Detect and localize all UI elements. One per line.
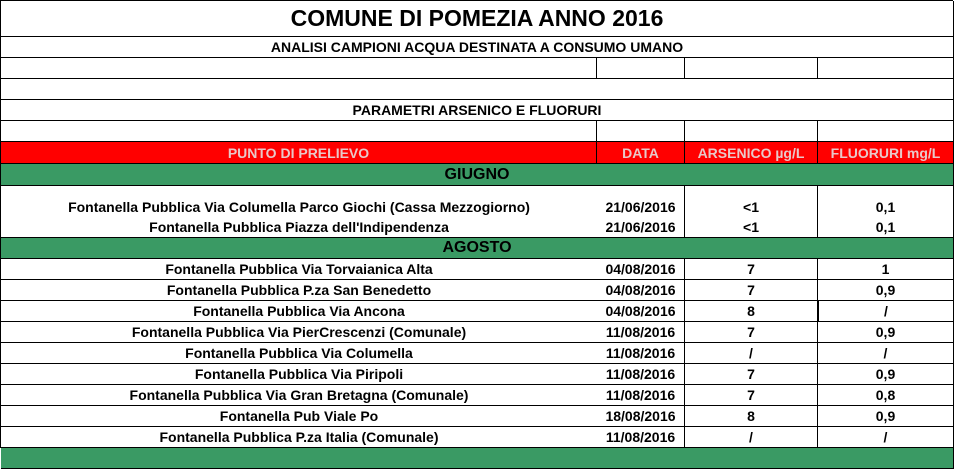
sheet-subtitle: ANALISI CAMPIONI ACQUA DESTINATA A CONSUMO UMANO	[1, 37, 954, 58]
footer-green-bar	[1, 448, 954, 469]
empty-cell	[1, 121, 597, 142]
cell-arsenico: /	[685, 343, 818, 364]
cell-punto: Fontanella Pubblica Via Columella	[1, 343, 597, 364]
cell-data: 04/08/2016	[597, 301, 685, 322]
cell-data: 11/08/2016	[597, 343, 685, 364]
cell-arsenico: /	[685, 427, 818, 448]
cell-fluoruri: 1	[818, 259, 954, 280]
cell-data: 04/08/2016	[597, 280, 685, 301]
spacer-cell	[597, 186, 685, 196]
empty-cell	[818, 58, 954, 79]
spacer-cell	[685, 186, 818, 196]
header-punto: PUNTO DI PRELIEVO	[1, 142, 597, 164]
empty-cell	[818, 121, 954, 142]
cell-arsenico: 7	[685, 322, 818, 343]
cell-arsenico: 7	[685, 364, 818, 385]
cell-fluoruri: 0,9	[818, 322, 954, 343]
spacer-cell	[818, 186, 954, 196]
cell-fluoruri: 0,1	[818, 217, 954, 238]
cell-punto: Fontanella Pubblica Via Torvaianica Alta	[1, 259, 597, 280]
cell-fluoruri: 0,9	[818, 406, 954, 427]
sheet-title: COMUNE DI POMEZIA ANNO 2016	[1, 1, 954, 37]
cell-punto: Fontanella Pub Viale Po	[1, 406, 597, 427]
empty-row	[1, 79, 954, 100]
section-agosto: AGOSTO	[1, 238, 954, 259]
cell-arsenico: 7	[685, 280, 818, 301]
cell-fluoruri: 0,1	[818, 196, 954, 217]
cell-fluoruri: 0,8	[818, 385, 954, 406]
cell-punto: Fontanella Pubblica Via PierCrescenzi (Comunale)	[1, 322, 597, 343]
empty-cell	[685, 121, 818, 142]
cell-punto: Fontanella Pubblica P.za Italia (Comunale)	[1, 427, 597, 448]
header-data: DATA	[597, 142, 685, 164]
spacer-cell	[1, 186, 597, 196]
cell-fluoruri: /	[818, 427, 954, 448]
cell-arsenico: 7	[685, 385, 818, 406]
cell-punto: Fontanella Pubblica Via Ancona	[1, 301, 597, 322]
cell-punto: Fontanella Pubblica Piazza dell'Indipendenza	[1, 217, 597, 238]
cell-punto: Fontanella Pubblica Via Columella Parco Giochi (Cassa Mezzogiorno)	[68, 198, 530, 215]
cell-fluoruri: 0,9	[818, 364, 954, 385]
cell-punto: Fontanella Pubblica Via Piripoli	[1, 364, 597, 385]
cell-arsenico: 7	[685, 259, 818, 280]
cell-data: 18/08/2016	[597, 406, 685, 427]
header-arsenico: ARSENICO µg/L	[685, 142, 818, 164]
cell-arsenico: <1	[685, 217, 818, 238]
empty-cell	[597, 121, 685, 142]
section-giugno: GIUGNO	[1, 164, 954, 186]
cell-punto: Fontanella Pubblica P.za San Benedetto	[1, 280, 597, 301]
cell-arsenico: <1	[685, 196, 818, 217]
cell-fluoruri: 0,9	[818, 280, 954, 301]
cell-data: 11/08/2016	[597, 385, 685, 406]
empty-cell	[1, 58, 597, 79]
cell-data: 21/06/2016	[597, 217, 685, 238]
cell-data: 04/08/2016	[597, 259, 685, 280]
cell-data: 21/06/2016	[597, 196, 685, 217]
cell-punto: Fontanella Pubblica Via Gran Bretagna (Comunale)	[1, 385, 597, 406]
header-fluoruri: FLUORURI mg/L	[818, 142, 954, 164]
cell-fluoruri: /	[818, 343, 954, 364]
cell-data: 11/08/2016	[597, 427, 685, 448]
empty-cell	[597, 58, 685, 79]
cell-data: 11/08/2016	[597, 322, 685, 343]
cell-fluoruri: /	[818, 301, 954, 322]
parameters-label: PARAMETRI ARSENICO E FLUORURI	[1, 100, 954, 121]
cell-data: 11/08/2016	[597, 364, 685, 385]
empty-cell	[685, 58, 818, 79]
cell-arsenico: 8	[685, 406, 818, 427]
cell-arsenico: 8	[685, 301, 818, 322]
